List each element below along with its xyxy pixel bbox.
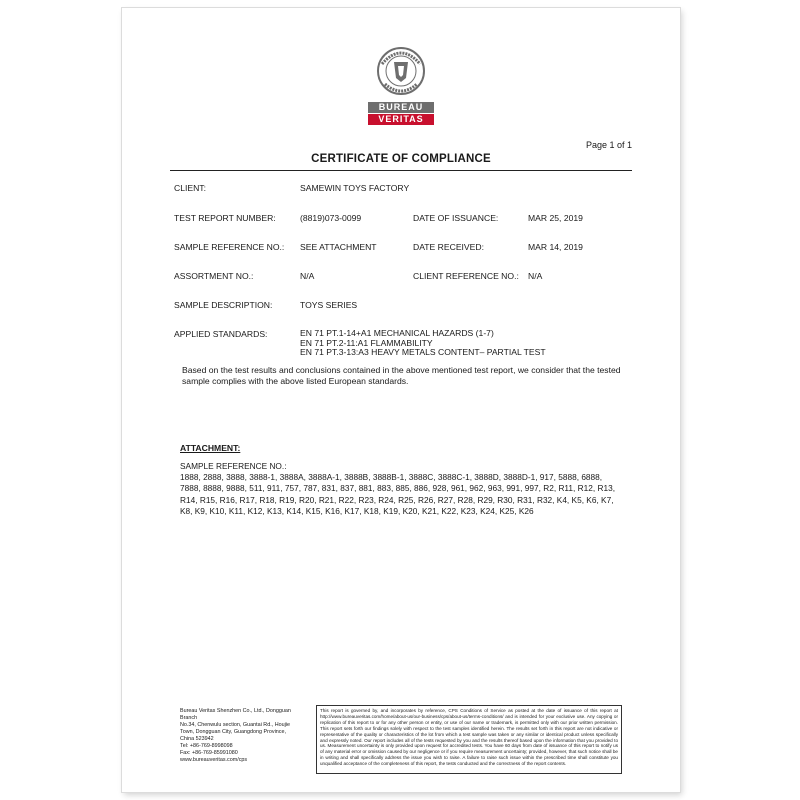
address-line: China 523942 [180, 736, 214, 742]
page-number: Page 1 of 1 [585, 140, 632, 150]
standard-line: EN 71 PT.2-11:A1 FLAMMABILITY [300, 337, 433, 348]
applied-standards-label: APPLIED STANDARDS: [174, 329, 268, 339]
logo-word-bureau: BUREAU [368, 102, 434, 113]
attachment-sample-list: 1888, 2888, 3888, 3888-1, 3888A, 3888A-1, 3888B, 3888B-1, 3888C, 3888C-1, 3888D, 3888D-1, 917, 5888, 6888, 7888, 8888, 9888, 511, 911, 757, 787, 831, 837, 881, 883, 885, 886, 928, 961, 962, 963, 991, 997, R2, R11, R12, R13, R14, R15, R16, R17, R18, R19, R20, R21, R22, R23, R24, R25, R26, R27, R28, R29, R30, R31, R32, K4, K5, K6, K7, K8, K9, K10, K11, K12, K13, K14, K15, K16, K17, K18, K19, K20, K21, K22, K23, K24, K25, K26 [180, 472, 616, 516]
client-reference-value: N/A [528, 271, 543, 281]
address-line: Branch [180, 715, 198, 721]
footer-address [180, 708, 308, 764]
address-line: www.bureauveritas.com/cps [180, 757, 248, 763]
client-reference-label: CLIENT REFERENCE NO.: [413, 271, 519, 281]
sample-reference-label: SAMPLE REFERENCE NO.: [174, 242, 285, 252]
sample-reference-value: SEE ATTACHMENT [300, 242, 377, 252]
address-line: No.34, Chenwulu section, Guantai Rd., Houjie [180, 722, 290, 728]
seal-icon [376, 44, 426, 100]
sample-description-label: SAMPLE DESCRIPTION: [174, 300, 273, 310]
bureau-veritas-logo [368, 44, 434, 128]
standard-line: EN 71 PT.1-14+A1 MECHANICAL HAZARDS (1-7) [300, 328, 494, 338]
standard-line: EN 71 PT.3-13:A3 HEAVY METALS CONTENT– PARTIAL TEST [300, 347, 546, 357]
test-report-number-value: (8819)073-0099 [300, 213, 362, 223]
certificate-title: CERTIFICATE OF COMPLIANCE [170, 153, 632, 171]
certificate-page [122, 8, 680, 792]
date-of-issuance-value: MAR 25, 2019 [528, 213, 583, 223]
applied-standards-values [300, 329, 546, 358]
date-received-value: MAR 14, 2019 [528, 242, 583, 252]
address-line: Fax: +86-769-85991080 [180, 750, 238, 756]
address-line: Town, Dongguan City, Guangdong Province, [180, 729, 286, 735]
date-of-issuance-label: DATE OF ISSUANCE: [413, 213, 499, 223]
footer-disclaimer: This report is governed by, and incorporates by reference, CPS Conditions of Service as posted at the date of issuance of this report at http://www.bureauveritas.com/home/about-us/our-business/cps/about-us/terms-conditions/ and is intended for your exclusive use. Any copying or replication of this report to or for any other person or entity, or use of our name or trademark, is permitted only with our prior written permission. This report sets forth our findings solely with respect to the test samples identified herein. The results set forth in this report are not indicative or representative of the quality or characteristics of the lot from which a test sample was taken or any similar or identical product unless specifically and expressly noted. Our report includes all of the tests requested by you and the results thereof based upon the information that you provided to us. Measurement uncertainty is only provided upon request for accredited tests. You have 60 days from date of issuance of this report to notify us of any material error or omission caused by our negligence or if you require measurement uncertainty; provided, however, that such notice shall be in writing and shall specifically address the issue you wish to raise. A failure to raise such issue within the prescribed time shall constitute you unqualified acceptance of the completeness of this report, the tests conducted and the correctness of the report contents. [316, 705, 622, 774]
address-line: Tel: +86-769-8998098 [180, 743, 233, 749]
assortment-label: ASSORTMENT NO.: [174, 271, 254, 281]
logo-word-veritas: VERITAS [368, 114, 434, 125]
address-line: Bureau Veritas Shenzhen Co., Ltd., Dongguan [180, 708, 291, 714]
test-report-number-label: TEST REPORT NUMBER: [174, 213, 276, 223]
sample-description-value: TOYS SERIES [300, 300, 358, 310]
compliance-statement: Based on the test results and conclusions contained in the above mentioned test report, we consider that the tested sample complies with the above listed European standards. [182, 365, 621, 386]
date-received-label: DATE RECEIVED: [413, 242, 484, 252]
attachment-label: SAMPLE REFERENCE NO.: [180, 461, 287, 471]
client-label: CLIENT: [174, 183, 206, 193]
attachment-heading: ATTACHMENT: [180, 443, 241, 453]
client-value: SAMEWIN TOYS FACTORY [300, 183, 410, 193]
assortment-value: N/A [300, 271, 315, 281]
